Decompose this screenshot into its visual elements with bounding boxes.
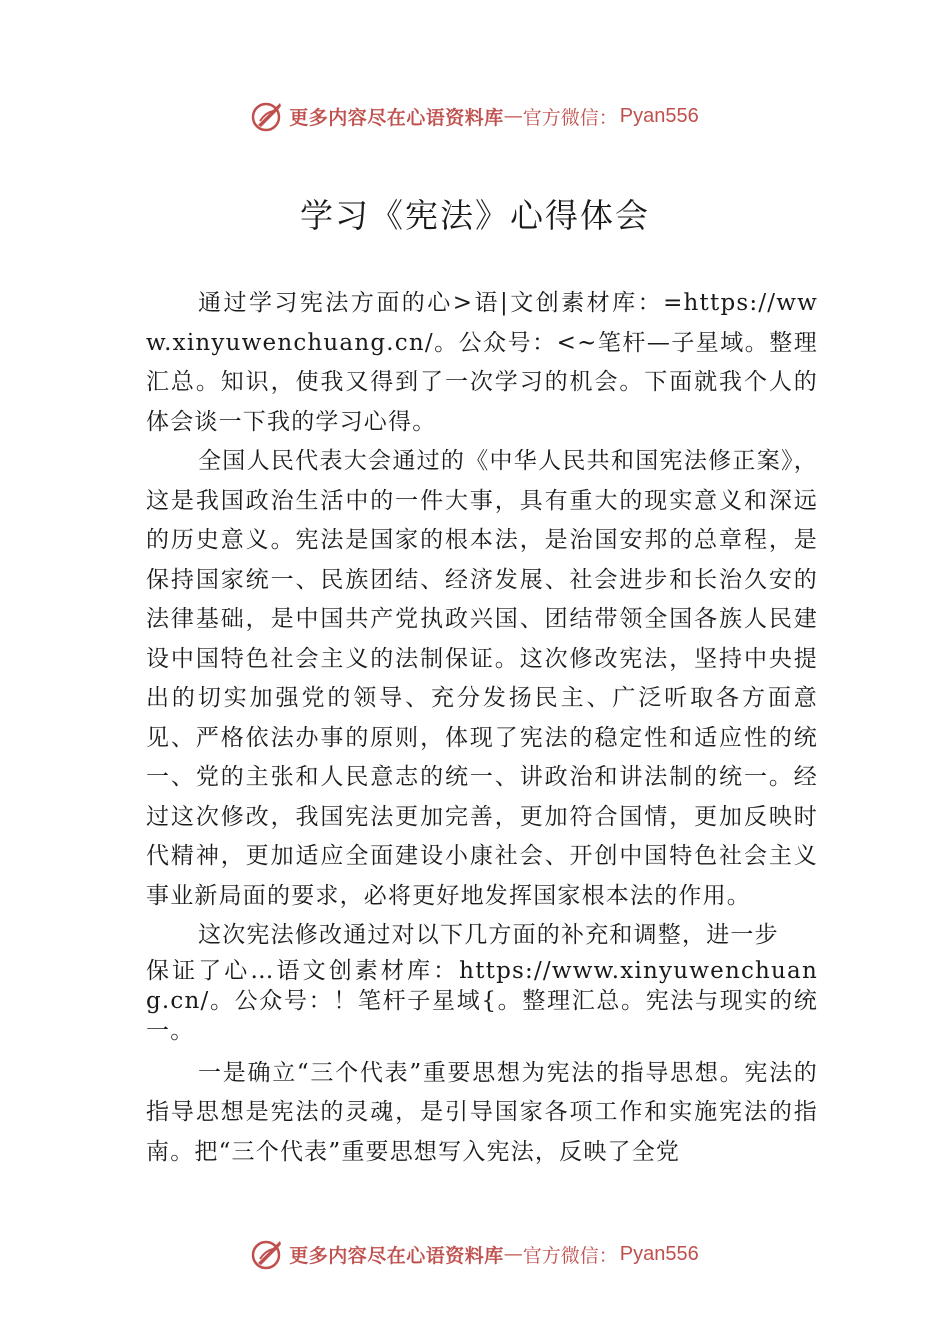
pen-logo-icon (251, 99, 285, 133)
paragraph-3: 这次宪法修改通过对以下几方面的补充和调整，进一步 (198, 922, 779, 948)
banner-brand-text: 更多内容尽在心语资料库 (289, 106, 504, 129)
banner-dash: — (503, 1243, 523, 1265)
footer-banner (0, 1232, 950, 1276)
paragraph-2: 全国人民代表大会通过的《中华人民共和国宪法修正案》，这是我国政治生活中的一件大事，具有重大的现实意义和深远的历史意义。宪法是国家的根本法，是治国安邦的总章程，是保持国家统一、民族团结、经济发展、社会进步和长治久安的法律基础，是中国共产党执政兴国、团结带领全国各族人民建设中国特色社会主义的法制保证。这次修改宪法，坚持中央提出的切实加强党的领导、充分发扬民主、广泛听取各方面意见、严格依法办事的原则，体现了宪法的稳定性和适应性的统一、党的主张和人民意志的统一、讲政治和讲法制的统一。经过这次修改，我国宪法更加完善，更加符合国情，更加反映时代精神，更加适应全面建设小康社会、开创中国特色社会主义事业新局面的要求，必将更好地发挥国家根本法的作用。 (146, 448, 818, 909)
document-title: 学习《宪法》心得体会 (300, 196, 650, 235)
paragraph-1: 通过学习宪法方面的心>语|文创素材库：=https://www.xinyuwenchuang.cn/。公众号：<~笔杆—子星域。整理汇总。知识，使我又得到了一次学习的机会。下面就我个人的体会谈一下我的学习心得。 (146, 290, 818, 435)
document-body (146, 284, 818, 1172)
banner-brand-text: 更多内容尽在心语资料库 (289, 1244, 504, 1267)
banner-wechat-label: 官方微信： (522, 106, 618, 129)
banner-wechat-id: Pyan556 (619, 1242, 699, 1265)
banner-wechat-id: Pyan556 (619, 104, 699, 127)
banner-dash: — (503, 105, 523, 127)
paragraph-5: 一是确立“三个代表”重要思想为宪法的指导思想。宪法的指导思想是宪法的灵魂，是引导国家各项工作和实施宪法的指南。把“三个代表”重要思想写入宪法，反映了全党 (146, 1059, 818, 1165)
paragraph-4: 保证了心…语文创素材库：https://www.xinyuwenchuang.cn/。公众号：！笔杆子星域{。整理汇总。宪法与现实的统一。 (146, 957, 818, 1044)
banner-wechat-label: 官方微信： (522, 1244, 618, 1267)
pen-logo-icon (251, 1237, 285, 1271)
header-banner (0, 94, 950, 138)
